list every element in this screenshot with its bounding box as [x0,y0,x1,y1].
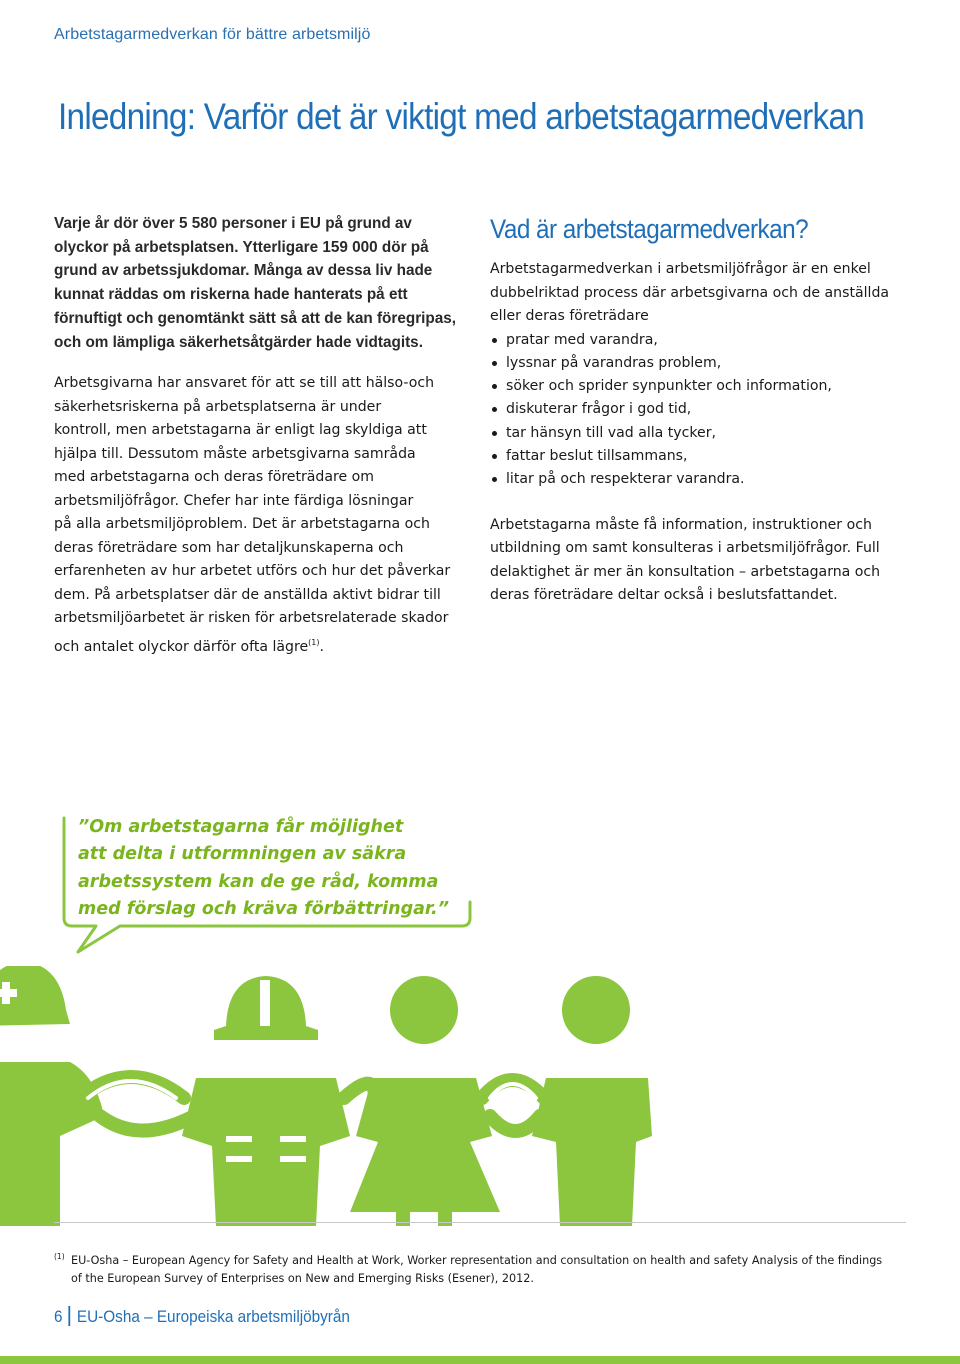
closing-line: delaktighet är mer än konsultation – arbetstagarna och [490,563,881,580]
bullet-item: söker och sprider synpunkter och information, [490,375,920,398]
sentence-end: . [319,638,324,655]
body-line: Arbetsgivarna har ansvaret för att se till att hälso-och [54,375,435,392]
lead-line: olyckor på arbetsplatsen. Ytterligare 159 000 dör på [54,238,429,256]
body-line: kontroll, men arbetstagarna är enligt lag skyldiga att [54,422,427,439]
body-line: med arbetstagarna och deras företrädare om [54,469,375,486]
quote-line: ”Om arbetstagarna får möjlighet [78,817,404,837]
left-column [54,212,464,659]
body-line-last [54,631,464,660]
closing-paragraph [490,514,920,608]
bullet-item: litar på och respekterar varandra. [490,468,920,491]
quote-line: arbetssystem kan de ge råd, komma [78,871,439,892]
bullet-item: lyssnar på varandras problem, [490,352,920,375]
body-line-text: och antalet olyckor därför ofta lägre [54,638,309,655]
publisher-name: EU-Osha – Europeiska arbetsmiljöbyrån [76,1307,350,1326]
section-heading: Vad är arbetstagarmedverkan? [490,214,809,244]
footnote-divider [54,1222,906,1223]
body-line: erfarenheten av hur arbetet utförs och hur det påverkar [54,563,451,580]
pull-quote [78,814,449,923]
body-line: säkerhetsriskerna på arbetsplatserna är under [54,398,382,415]
lead-line: och om lämpliga säkerhetsåtgärder hade vidtagits. [54,333,423,351]
page-title: Inledning: Varför det är viktigt med arbetstagarmedverkan [58,96,865,137]
closing-line: deras företrädare deltar också i beslutsfattandet. [490,587,838,604]
running-header: Arbetstagarmedverkan för bättre arbetsmiljö [54,26,371,43]
footnote-reference[interactable]: (1) [308,637,320,647]
page-number: 6 [54,1307,63,1326]
page-footer [54,1306,350,1327]
intro-line: eller deras företrädare [490,308,649,324]
right-column [490,212,920,608]
lead-line: förnuftigt och genomtänkt sätt så att de kan föregripas, [54,309,457,327]
body-line: hjälpa till. Dessutom måste arbetsgivarna samråda [54,445,416,462]
bottom-accent-bar [0,1356,960,1364]
workers-linked-arms-illustration [0,966,652,1226]
lead-line: grund av arbetssjukdomar. Många av dessa liv hade [54,262,433,280]
intro-line: Arbetstagarmedverkan i arbetsmiljöfrågor är en enkel [490,261,871,277]
intro-line: dubbelriktad process där arbetsgivarna och de anställda [490,284,890,301]
quote-line: med förslag och kräva förbättringar.” [78,898,449,919]
closing-line: utbildning om samt konsulteras i arbetsmiljöfrågor. Full [490,540,880,557]
closing-line: Arbetstagarna måste få information, instruktioner och [490,516,872,533]
quote-line: att delta i utformningen av säkra [78,844,407,865]
footnote-marker: (1) [54,1252,65,1261]
lead-paragraph [54,212,464,354]
head-icon [562,976,630,1044]
footnote-text [71,1252,914,1288]
footnote-line: of the European Survey of Enterprises on New and Emerging Risks (Esener), 2012. [71,1272,534,1285]
body-line: arbetsmiljöfrågor. Chefer har inte färdiga lösningar [54,492,414,509]
body-line: dem. På arbetsplatser där de anställda aktivt bidrar till [54,586,441,603]
lead-line: Varje år dör över 5 580 personer i EU på grund av [54,215,412,232]
bullet-item: diskuterar frågor i god tid, [490,398,920,421]
bullet-item: fattar beslut tillsammans, [490,445,920,468]
body-line: deras företrädare som har detaljkunskaperna och [54,539,404,556]
head-icon [390,976,458,1044]
body-paragraph [54,372,464,659]
intro-paragraph [490,258,920,329]
bullet-list [490,329,920,492]
lead-line: kunnat räddas om riskerna hade hanterats på ett [54,286,408,304]
bullet-item: pratar med varandra, [490,329,920,352]
footer-separator [69,1306,71,1326]
footnote-line: EU-Osha – European Agency for Safety and Health at Work, Worker representation and consultation on health and safety Analysis of the findings [71,1254,883,1267]
footnote [54,1252,914,1288]
bullet-item: tar hänsyn till vad alla tycker, [490,422,920,445]
body-line: arbetsmiljöarbetet är risken för arbetsrelaterade skador [54,610,449,627]
body-line: på alla arbetsmiljöproblem. Det är arbetstagarna och [54,516,430,533]
